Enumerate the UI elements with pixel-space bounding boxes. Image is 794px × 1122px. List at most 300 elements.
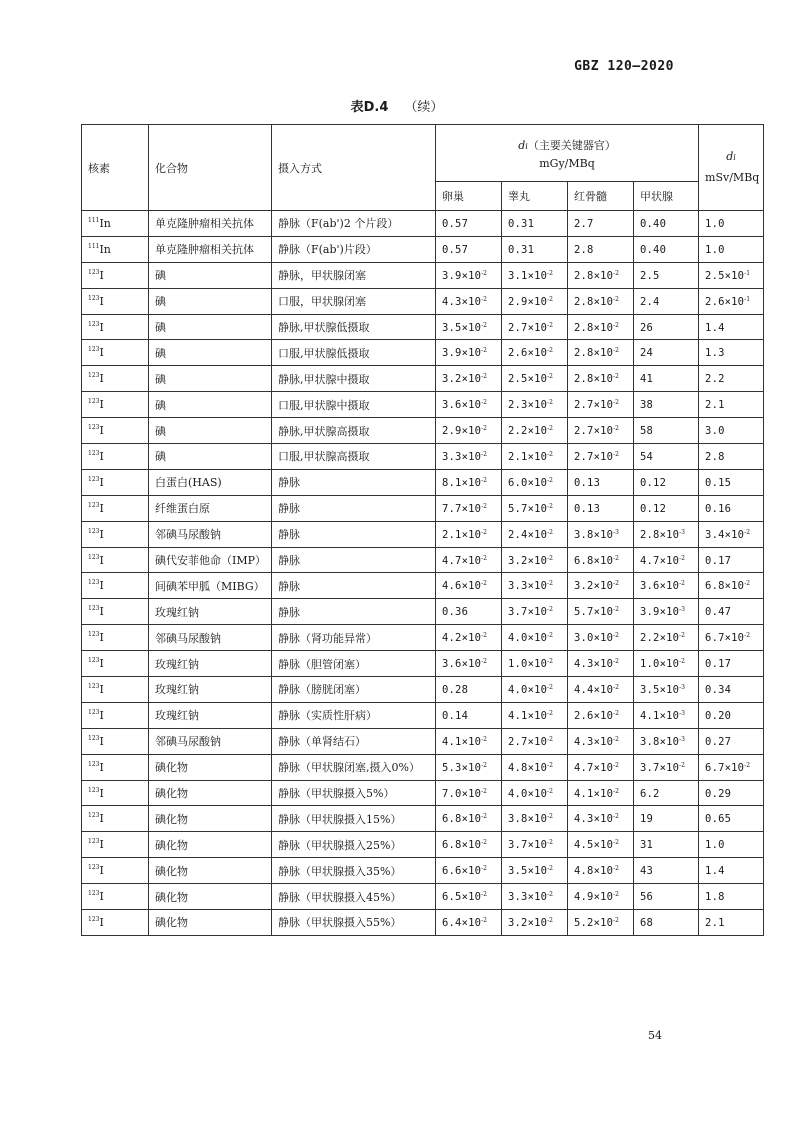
value-exponent: -2 xyxy=(481,632,487,640)
nuclide-cell xyxy=(82,573,149,599)
value-mantissa: 4.2×10 xyxy=(442,632,482,645)
value-mantissa: 0.12 xyxy=(640,476,667,489)
value-mantissa: 8.1×10 xyxy=(442,476,482,489)
value-mantissa: 6.8×10 xyxy=(442,813,482,826)
value-mantissa: 2.1×10 xyxy=(442,528,482,541)
nuclide-cell xyxy=(82,547,149,573)
nuclide-element: I xyxy=(99,682,104,696)
value-exponent: -2 xyxy=(481,658,487,666)
value-mantissa: 2.7 xyxy=(574,217,594,230)
route-cell: 静脉 xyxy=(272,573,436,599)
header-nuclide: 核素 xyxy=(82,125,149,211)
weighted-dose-cell xyxy=(699,288,764,314)
route-cell: 静脉 xyxy=(272,547,436,573)
red-marrow-cell xyxy=(568,677,634,703)
nuclide-cell xyxy=(82,262,149,288)
route-cell: 静脉（单肾结石） xyxy=(272,728,436,754)
value-mantissa: 3.3×10 xyxy=(442,450,482,463)
value-mantissa: 31 xyxy=(640,839,654,852)
value-mantissa: 2.5 xyxy=(640,269,660,282)
value-mantissa: 3.6×10 xyxy=(442,399,482,412)
value-mantissa: 2.8×10 xyxy=(574,347,614,360)
testes-cell xyxy=(502,444,568,470)
value-mantissa: 1.3 xyxy=(705,347,725,360)
value-mantissa: 0.16 xyxy=(705,502,732,515)
nuclide-cell xyxy=(82,599,149,625)
value-exponent: -2 xyxy=(679,632,685,640)
nuclide-cell xyxy=(82,625,149,651)
testes-cell xyxy=(502,677,568,703)
ovary-cell xyxy=(436,444,502,470)
testes-cell xyxy=(502,547,568,573)
value-mantissa: 6.7×10 xyxy=(705,632,745,645)
nuclide-element: I xyxy=(99,734,104,748)
value-mantissa: 6.8×10 xyxy=(705,580,745,593)
value-exponent: -2 xyxy=(481,502,487,510)
table-row xyxy=(82,573,764,599)
testes-cell xyxy=(502,211,568,237)
route-cell: 静脉,甲状腺中摄取 xyxy=(272,366,436,392)
value-mantissa: 3.7×10 xyxy=(508,839,548,852)
table-row xyxy=(82,780,764,806)
testes-cell xyxy=(502,754,568,780)
route-cell: 静脉（甲状腺摄入25%） xyxy=(272,832,436,858)
thyroid-cell xyxy=(634,314,699,340)
value-exponent: -2 xyxy=(547,425,553,433)
table-row xyxy=(82,677,764,703)
testes-cell xyxy=(502,288,568,314)
compound-cell: 单克隆肿瘤相关抗体 xyxy=(149,236,272,262)
thyroid-cell xyxy=(634,832,699,858)
weighted-dose-cell xyxy=(699,314,764,340)
value-mantissa: 3.5×10 xyxy=(508,865,548,878)
value-mantissa: 3.2×10 xyxy=(508,916,548,929)
compound-cell: 邻碘马尿酸钠 xyxy=(149,521,272,547)
value-mantissa: 1.0×10 xyxy=(508,658,548,671)
value-exponent: -2 xyxy=(613,839,619,847)
table-row xyxy=(82,547,764,573)
value-mantissa: 3.8×10 xyxy=(574,528,614,541)
value-mantissa: 3.8×10 xyxy=(640,735,680,748)
value-mantissa: 2.8×10 xyxy=(574,321,614,334)
nuclide-mass-number: 123 xyxy=(88,812,100,820)
thyroid-cell xyxy=(634,211,699,237)
value-mantissa: 3.9×10 xyxy=(442,269,482,282)
nuclide-mass-number: 123 xyxy=(88,838,100,846)
nuclide-cell xyxy=(82,858,149,884)
nuclide-cell xyxy=(82,340,149,366)
value-mantissa: 2.6×10 xyxy=(508,347,548,360)
nuclide-element: I xyxy=(99,786,104,800)
value-mantissa: 38 xyxy=(640,399,654,412)
testes-cell xyxy=(502,832,568,858)
testes-cell xyxy=(502,625,568,651)
red-marrow-cell xyxy=(568,418,634,444)
compound-cell: 碘代安菲他命（IMP） xyxy=(149,547,272,573)
organ-dose-symbol-sub: i xyxy=(525,141,528,151)
red-marrow-cell xyxy=(568,858,634,884)
nuclide-element: I xyxy=(99,449,104,463)
value-mantissa: 4.1×10 xyxy=(442,735,482,748)
value-mantissa: 2.8 xyxy=(574,243,594,256)
red-marrow-cell xyxy=(568,314,634,340)
red-marrow-cell xyxy=(568,211,634,237)
thyroid-cell xyxy=(634,236,699,262)
value-exponent: -2 xyxy=(547,528,553,536)
value-mantissa: 0.14 xyxy=(442,709,469,722)
weighted-dose-cell xyxy=(699,651,764,677)
route-cell: 静脉（甲状腺摄入5%） xyxy=(272,780,436,806)
value-mantissa: 2.8×10 xyxy=(574,295,614,308)
nuclide-cell xyxy=(82,910,149,936)
weighted-dose-cell xyxy=(699,366,764,392)
value-exponent: -2 xyxy=(547,373,553,381)
value-mantissa: 2.1 xyxy=(705,916,725,929)
value-mantissa: 2.9×10 xyxy=(442,425,482,438)
value-mantissa: 1.4 xyxy=(705,321,725,334)
nuclide-element: I xyxy=(99,501,104,515)
thyroid-cell xyxy=(634,728,699,754)
compound-cell: 单克隆肿瘤相关抗体 xyxy=(149,211,272,237)
value-mantissa: 0.13 xyxy=(574,476,601,489)
value-mantissa: 4.8×10 xyxy=(574,865,614,878)
route-cell: 静脉,甲状腺低摄取 xyxy=(272,314,436,340)
value-exponent: -2 xyxy=(481,916,487,924)
ovary-cell xyxy=(436,392,502,418)
nuclide-element: I xyxy=(99,864,104,878)
nuclide-mass-number: 123 xyxy=(88,268,100,276)
ovary-cell xyxy=(436,288,502,314)
weighted-unit: mSv/MBq xyxy=(705,171,760,184)
testes-cell xyxy=(502,573,568,599)
value-exponent: -2 xyxy=(613,373,619,381)
value-mantissa: 1.0 xyxy=(705,217,725,230)
red-marrow-cell xyxy=(568,806,634,832)
value-mantissa: 4.7×10 xyxy=(640,554,680,567)
nuclide-cell xyxy=(82,521,149,547)
value-mantissa: 56 xyxy=(640,891,654,904)
value-exponent: -2 xyxy=(547,399,553,407)
nuclide-mass-number: 123 xyxy=(88,864,100,872)
compound-cell: 间碘苯甲胍（MIBG） xyxy=(149,573,272,599)
value-mantissa: 6.7×10 xyxy=(705,761,745,774)
nuclide-mass-number: 123 xyxy=(88,760,100,768)
value-mantissa: 0.57 xyxy=(442,243,469,256)
value-exponent: -2 xyxy=(547,347,553,355)
thyroid-cell xyxy=(634,418,699,444)
nuclide-mass-number: 123 xyxy=(88,501,100,509)
value-mantissa: 4.7×10 xyxy=(442,554,482,567)
weighted-dose-cell xyxy=(699,858,764,884)
value-mantissa: 3.0×10 xyxy=(574,632,614,645)
value-mantissa: 3.0 xyxy=(705,425,725,438)
value-mantissa: 2.5×10 xyxy=(705,269,745,282)
value-mantissa: 4.3×10 xyxy=(574,813,614,826)
nuclide-mass-number: 123 xyxy=(88,398,100,406)
testes-cell xyxy=(502,392,568,418)
nuclide-mass-number: 123 xyxy=(88,553,100,561)
value-mantissa: 19 xyxy=(640,813,654,826)
route-cell: 静脉（膀胱闭塞） xyxy=(272,677,436,703)
testes-cell xyxy=(502,262,568,288)
value-mantissa: 0.40 xyxy=(640,217,667,230)
nuclide-mass-number: 123 xyxy=(88,657,100,665)
value-exponent: -2 xyxy=(481,554,487,562)
route-cell: 静脉（甲状腺摄入55%） xyxy=(272,910,436,936)
value-exponent: -2 xyxy=(481,761,487,769)
nuclide-mass-number: 123 xyxy=(88,734,100,742)
weighted-dose-cell xyxy=(699,495,764,521)
nuclide-element: I xyxy=(99,553,104,567)
route-cell: 静脉（F(ab')片段） xyxy=(272,236,436,262)
value-exponent: -2 xyxy=(481,813,487,821)
table-title-label: 表D.4 xyxy=(350,100,389,115)
value-exponent: -2 xyxy=(613,347,619,355)
ovary-cell xyxy=(436,832,502,858)
value-exponent: -2 xyxy=(613,891,619,899)
weighted-dose-cell xyxy=(699,832,764,858)
thyroid-cell xyxy=(634,573,699,599)
table-row xyxy=(82,469,764,495)
route-cell: 静脉（甲状腺闭塞,摄入0%） xyxy=(272,754,436,780)
nuclide-cell xyxy=(82,677,149,703)
ovary-cell xyxy=(436,728,502,754)
page-number: 54 xyxy=(648,1029,662,1042)
table-row xyxy=(82,832,764,858)
value-exponent: -2 xyxy=(547,450,553,458)
weighted-dose-cell xyxy=(699,392,764,418)
value-mantissa: 3.7×10 xyxy=(508,606,548,619)
value-mantissa: 5.3×10 xyxy=(442,761,482,774)
nuclide-cell xyxy=(82,236,149,262)
compound-cell: 碘化物 xyxy=(149,858,272,884)
nuclide-cell xyxy=(82,392,149,418)
table-row xyxy=(82,340,764,366)
header-organ-dose xyxy=(436,125,699,182)
ovary-cell xyxy=(436,573,502,599)
value-mantissa: 2.1×10 xyxy=(508,450,548,463)
nuclide-cell xyxy=(82,806,149,832)
value-mantissa: 6.8×10 xyxy=(442,839,482,852)
value-mantissa: 0.40 xyxy=(640,243,667,256)
value-mantissa: 2.2 xyxy=(705,373,725,386)
ovary-cell xyxy=(436,651,502,677)
value-exponent: -2 xyxy=(679,580,685,588)
ovary-cell xyxy=(436,521,502,547)
testes-cell xyxy=(502,702,568,728)
nuclide-mass-number: 123 xyxy=(88,786,100,794)
value-mantissa: 2.7×10 xyxy=(508,735,548,748)
route-cell: 静脉（实质性肝病） xyxy=(272,702,436,728)
red-marrow-cell xyxy=(568,573,634,599)
value-mantissa: 0.57 xyxy=(442,217,469,230)
value-mantissa: 4.6×10 xyxy=(442,580,482,593)
compound-cell: 碘 xyxy=(149,418,272,444)
value-exponent: -2 xyxy=(613,321,619,329)
value-mantissa: 24 xyxy=(640,347,654,360)
table-row xyxy=(82,858,764,884)
compound-cell: 玫瑰红钠 xyxy=(149,599,272,625)
value-mantissa: 7.7×10 xyxy=(442,502,482,515)
ovary-cell xyxy=(436,599,502,625)
red-marrow-cell xyxy=(568,366,634,392)
value-mantissa: 3.3×10 xyxy=(508,891,548,904)
value-mantissa: 2.6×10 xyxy=(705,295,745,308)
value-exponent: -3 xyxy=(613,528,619,536)
nuclide-mass-number: 111 xyxy=(88,216,100,224)
table-row xyxy=(82,754,764,780)
red-marrow-cell xyxy=(568,469,634,495)
ovary-cell xyxy=(436,469,502,495)
nuclide-mass-number: 123 xyxy=(88,708,100,716)
route-cell: 静脉（胆管闭塞） xyxy=(272,651,436,677)
value-exponent: -2 xyxy=(547,916,553,924)
value-mantissa: 2.3×10 xyxy=(508,399,548,412)
red-marrow-cell xyxy=(568,262,634,288)
value-mantissa: 4.5×10 xyxy=(574,839,614,852)
ovary-cell xyxy=(436,625,502,651)
nuclide-element: I xyxy=(99,268,104,282)
nuclide-element: I xyxy=(99,294,104,308)
value-mantissa: 3.1×10 xyxy=(508,269,548,282)
weighted-dose-cell xyxy=(699,754,764,780)
value-exponent: -2 xyxy=(481,373,487,381)
compound-cell: 碘 xyxy=(149,288,272,314)
value-mantissa: 2.7×10 xyxy=(574,425,614,438)
ovary-cell xyxy=(436,547,502,573)
testes-cell xyxy=(502,469,568,495)
ovary-cell xyxy=(436,314,502,340)
value-mantissa: 6.6×10 xyxy=(442,865,482,878)
red-marrow-cell xyxy=(568,625,634,651)
value-mantissa: 3.6×10 xyxy=(640,580,680,593)
red-marrow-cell xyxy=(568,754,634,780)
testes-cell xyxy=(502,910,568,936)
value-mantissa: 2.4 xyxy=(640,295,660,308)
value-mantissa: 4.0×10 xyxy=(508,787,548,800)
value-mantissa: 3.2×10 xyxy=(442,373,482,386)
nuclide-element: I xyxy=(99,475,104,489)
nuclide-mass-number: 123 xyxy=(88,527,100,535)
value-exponent: -2 xyxy=(613,450,619,458)
table-title xyxy=(0,96,794,115)
thyroid-cell xyxy=(634,366,699,392)
weighted-dose-cell xyxy=(699,599,764,625)
value-exponent: -2 xyxy=(547,865,553,873)
thyroid-cell xyxy=(634,884,699,910)
nuclide-mass-number: 123 xyxy=(88,449,100,457)
value-exponent: -2 xyxy=(613,580,619,588)
nuclide-element: I xyxy=(99,890,104,904)
nuclide-element: I xyxy=(99,760,104,774)
thyroid-cell xyxy=(634,651,699,677)
value-exponent: -2 xyxy=(679,554,685,562)
value-mantissa: 4.0×10 xyxy=(508,683,548,696)
value-exponent: -2 xyxy=(481,787,487,795)
testes-cell xyxy=(502,884,568,910)
ovary-cell xyxy=(436,340,502,366)
nuclide-element: I xyxy=(99,320,104,334)
value-mantissa: 3.4×10 xyxy=(705,528,745,541)
value-mantissa: 3.9×10 xyxy=(442,347,482,360)
table-body xyxy=(82,211,764,936)
nuclide-element: I xyxy=(99,915,104,929)
table-row xyxy=(82,236,764,262)
red-marrow-cell xyxy=(568,832,634,858)
value-exponent: -2 xyxy=(744,632,751,640)
route-cell: 静脉（甲状腺摄入35%） xyxy=(272,858,436,884)
value-exponent: -2 xyxy=(547,632,553,640)
nuclide-mass-number: 123 xyxy=(88,372,100,380)
value-exponent: -2 xyxy=(613,735,619,743)
red-marrow-cell xyxy=(568,444,634,470)
value-exponent: -2 xyxy=(613,606,619,614)
value-mantissa: 0.65 xyxy=(705,813,732,826)
value-mantissa: 26 xyxy=(640,321,654,334)
nuclide-cell xyxy=(82,884,149,910)
testes-cell xyxy=(502,366,568,392)
compound-cell: 玫瑰红钠 xyxy=(149,677,272,703)
value-mantissa: 43 xyxy=(640,865,654,878)
ovary-cell xyxy=(436,858,502,884)
value-mantissa: 41 xyxy=(640,373,654,386)
compound-cell: 玫瑰红钠 xyxy=(149,651,272,677)
value-mantissa: 5.7×10 xyxy=(508,502,548,515)
nuclide-mass-number: 123 xyxy=(88,915,100,923)
dose-coefficient-table xyxy=(81,124,764,936)
value-mantissa: 1.0×10 xyxy=(640,658,680,671)
value-mantissa: 2.6×10 xyxy=(574,709,614,722)
table-row xyxy=(82,702,764,728)
red-marrow-cell xyxy=(568,547,634,573)
weighted-dose-cell xyxy=(699,677,764,703)
table-row xyxy=(82,366,764,392)
value-exponent: -2 xyxy=(481,735,487,743)
value-mantissa: 2.1 xyxy=(705,399,725,412)
testes-cell xyxy=(502,651,568,677)
route-cell: 静脉（F(ab')2 个片段） xyxy=(272,211,436,237)
header-compound: 化合物 xyxy=(149,125,272,211)
table-row xyxy=(82,625,764,651)
table-row xyxy=(82,884,764,910)
nuclide-mass-number: 111 xyxy=(88,242,100,250)
value-mantissa: 4.7×10 xyxy=(574,761,614,774)
value-mantissa: 2.4×10 xyxy=(508,528,548,541)
value-mantissa: 0.17 xyxy=(705,658,732,671)
route-cell: 静脉（肾功能异常） xyxy=(272,625,436,651)
value-mantissa: 3.2×10 xyxy=(574,580,614,593)
value-exponent: -2 xyxy=(613,399,619,407)
testes-cell xyxy=(502,599,568,625)
value-exponent: -2 xyxy=(613,554,619,562)
nuclide-element: I xyxy=(99,424,104,438)
value-exponent: -2 xyxy=(613,632,619,640)
value-mantissa: 4.1×10 xyxy=(574,787,614,800)
ovary-cell xyxy=(436,780,502,806)
value-exponent: -3 xyxy=(679,735,685,743)
value-mantissa: 0.20 xyxy=(705,709,732,722)
value-exponent: -2 xyxy=(481,580,487,588)
nuclide-cell xyxy=(82,288,149,314)
value-mantissa: 2.5×10 xyxy=(508,373,548,386)
thyroid-cell xyxy=(634,340,699,366)
compound-cell: 邻碘马尿酸钠 xyxy=(149,728,272,754)
value-mantissa: 0.15 xyxy=(705,476,732,489)
value-exponent: -2 xyxy=(547,321,553,329)
thyroid-cell xyxy=(634,495,699,521)
thyroid-cell xyxy=(634,521,699,547)
value-exponent: -3 xyxy=(679,606,685,614)
